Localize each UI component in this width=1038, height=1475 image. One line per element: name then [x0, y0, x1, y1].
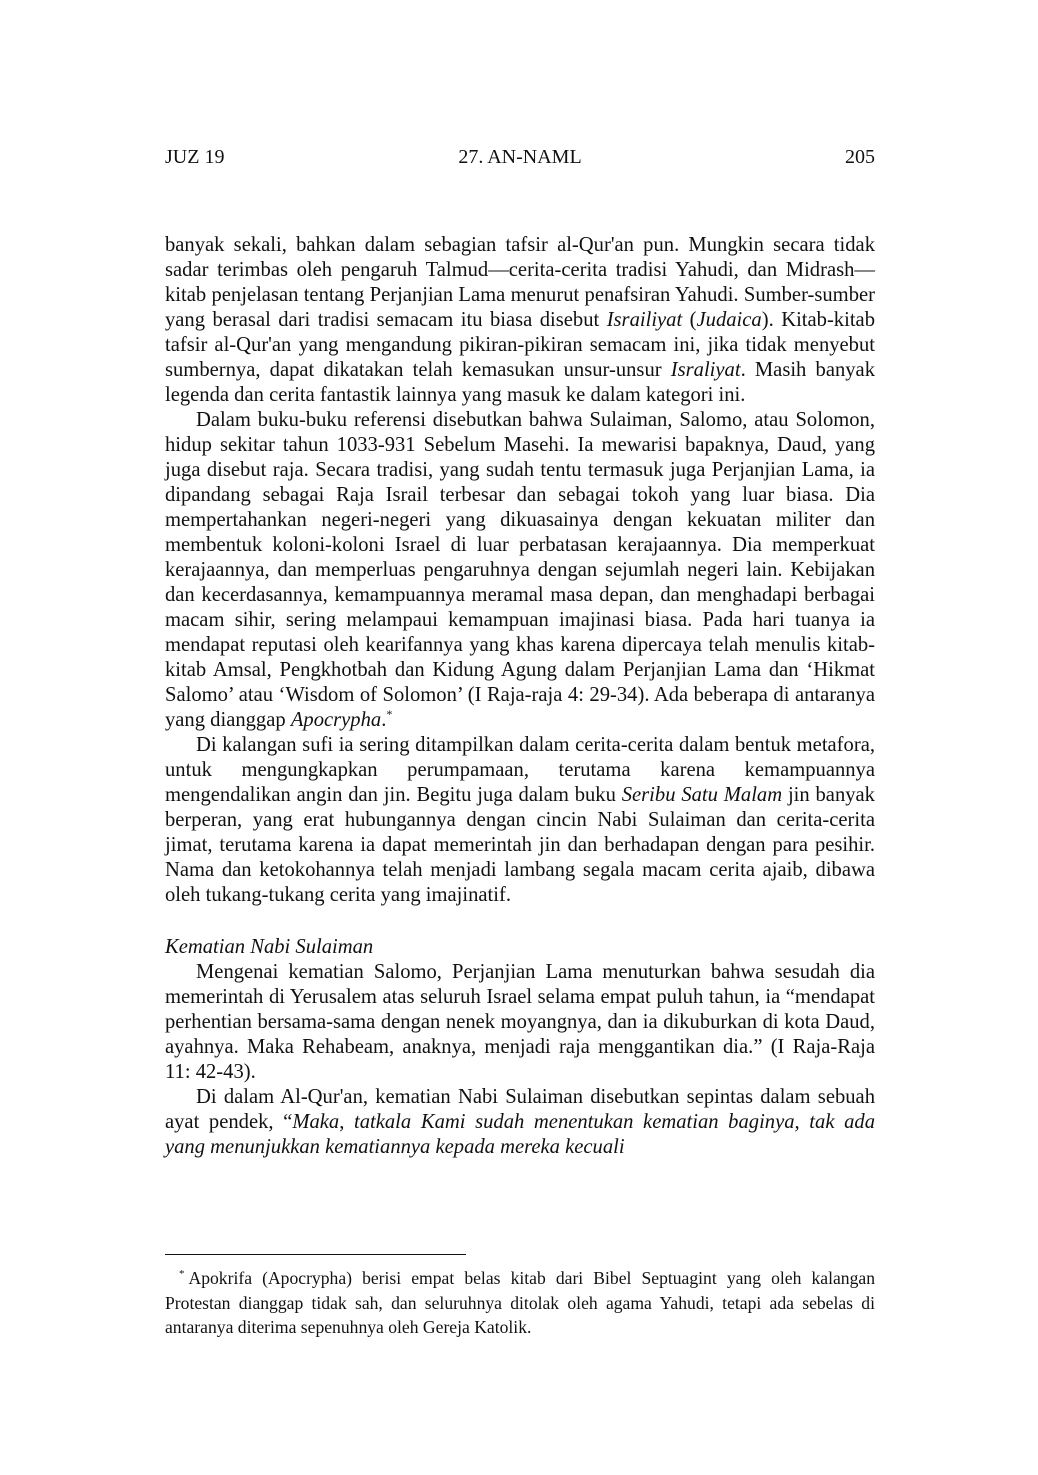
text-run: Dalam buku-buku referensi disebutkan bahwa Sulaiman, Salomo, atau Solomon, hidup sekitar tahun 1033-931 Sebelum Masehi. Ia mewarisi bapaknya, Daud, yang juga disebut raja. Secara tradisi, yang sudah tentu termasuk juga Perjanjian Lama, ia dipandang sebagai Raja Israil terbesar dan sebagai tokoh yang luar biasa. Dia mempertahankan negeri-negeri yang dikuasainya dengan kekuatan militer dan membentuk koloni-koloni Israel di luar perbatasan kerajaannya. Dia memperkuat kerajaannya, dan memperluas pengaruhnya dengan sejumlah negeri lain. Kebijakan dan kecerdasannya, kemampuannya meramal masa depan, dan menghadapi berbagai macam sihir, sering melampaui kemampuan imajinasi biasa. Pada hari tuanya ia mendapat reputasi oleh kearifannya yang khas karena dipercaya telah menulis kitab-kitab Amsal, Pengkhotbah dan Kidung Agung dalam Perjanjian Lama dan ‘Hikmat Salomo’ atau ‘Wisdom of Solomon’ (I Raja-raja 4: 29-34). Ada beberapa di antaranya yang dianggap [165, 409, 875, 731]
italic-term: Judaica [696, 309, 762, 331]
chapter-title: 27. AN-NAML [458, 146, 582, 168]
italic-quote: Maka, tatkala Kami sudah menentukan kematian baginya, tak ada yang menunjukkan kematiannya kepada mereka kecuali [165, 1111, 875, 1158]
paragraph-3 [165, 733, 875, 908]
footnote-text: Apokrifa (Apocrypha) berisi empat belas kitab dari Bibel Septuagint yang oleh kalangan Protestan dianggap tidak sah, dan seluruhnya ditolak oleh agama Yahudi, tetapi ada sebelas di antaranya diterima sepenuhnya oleh Gereja Katolik. [165, 1268, 875, 1337]
text-run: Di kalangan sufi ia sering ditampilkan dalam cerita-cerita dalam bentuk metafora, untuk mengungkapkan perumpamaan, terutama karena kemampuannya mengendalikan angin dan jin. Begitu juga dalam buku [165, 734, 875, 806]
page-number: 205 [845, 146, 875, 168]
text-run: ( [682, 309, 697, 331]
footnote-mark: * [179, 1268, 185, 1281]
italic-term: Israliyat [670, 359, 741, 381]
text-run: . [381, 709, 387, 731]
juz-label: JUZ 19 [165, 146, 225, 168]
footnote-reference: * [386, 707, 393, 722]
body-text [165, 233, 875, 1160]
text-run: banyak sekali, bahkan dalam sebagian tafsir al-Qur'an pun. Mungkin secara tidak sadar terimbas oleh pengaruh Talmud—cerita-cerita tradisi Yahudi, dan Midrash—kitab penjelasan tentang Perjanjian Lama menurut penafsiran Yahudi. Sumber-sumber yang berasal dari tradisi semacam itu biasa disebut [165, 234, 875, 331]
italic-term: Apocrypha [290, 709, 382, 731]
text-run: Di dalam Al-Qur'an, kematian Nabi Sulaiman disebutkan sepintas dalam sebuah ayat pendek, “ [165, 1086, 875, 1133]
running-header [165, 146, 875, 174]
text-run: . Masih banyak legenda dan cerita fantastik lainnya yang masuk ke dalam kategori ini. [165, 359, 875, 406]
footnote-divider [165, 1254, 466, 1255]
section-heading: Kematian Nabi Sulaiman [165, 936, 374, 958]
paragraph-5 [165, 1085, 875, 1160]
paragraph-4: Mengenai kematian Salomo, Perjanjian Lama menuturkan bahwa sesudah dia memerintah di Yerusalem atas seluruh Israel selama empat puluh tahun, ia “mendapat perhentian bersama-sama dengan nenek moyangnya, dan ia dikuburkan di kota Daud, ayahnya. Maka Rehabeam, anaknya, menjadi raja menggantikan dia.” (I Raja-Raja 11: 42-43). [165, 961, 875, 1083]
italic-book-title: Seribu Satu Malam [621, 784, 783, 806]
text-run: jin banyak berperan, yang erat hubungannya dengan cincin Nabi Sulaiman dan cerita-cerita jimat, terutama karena ia dapat memerintah jin dan berhadapan dengan para pesihir. Nama dan ketokohannya telah menjadi lambang segala macam cerita ajaib, dibawa oleh tukang-tukang cerita yang imajinatif. [165, 784, 875, 906]
paragraph-2 [165, 408, 875, 733]
footnote [165, 1266, 875, 1340]
italic-term: Israiliyat [606, 309, 683, 331]
paragraph-1 [165, 233, 875, 408]
text-run: ). Kitab-kitab tafsir al-Qur'an yang mengandung pikiran-pikiran semacam ini, jika tidak menyebut sumbernya, dapat dikatakan telah kemasukan unsur-unsur [165, 309, 875, 381]
